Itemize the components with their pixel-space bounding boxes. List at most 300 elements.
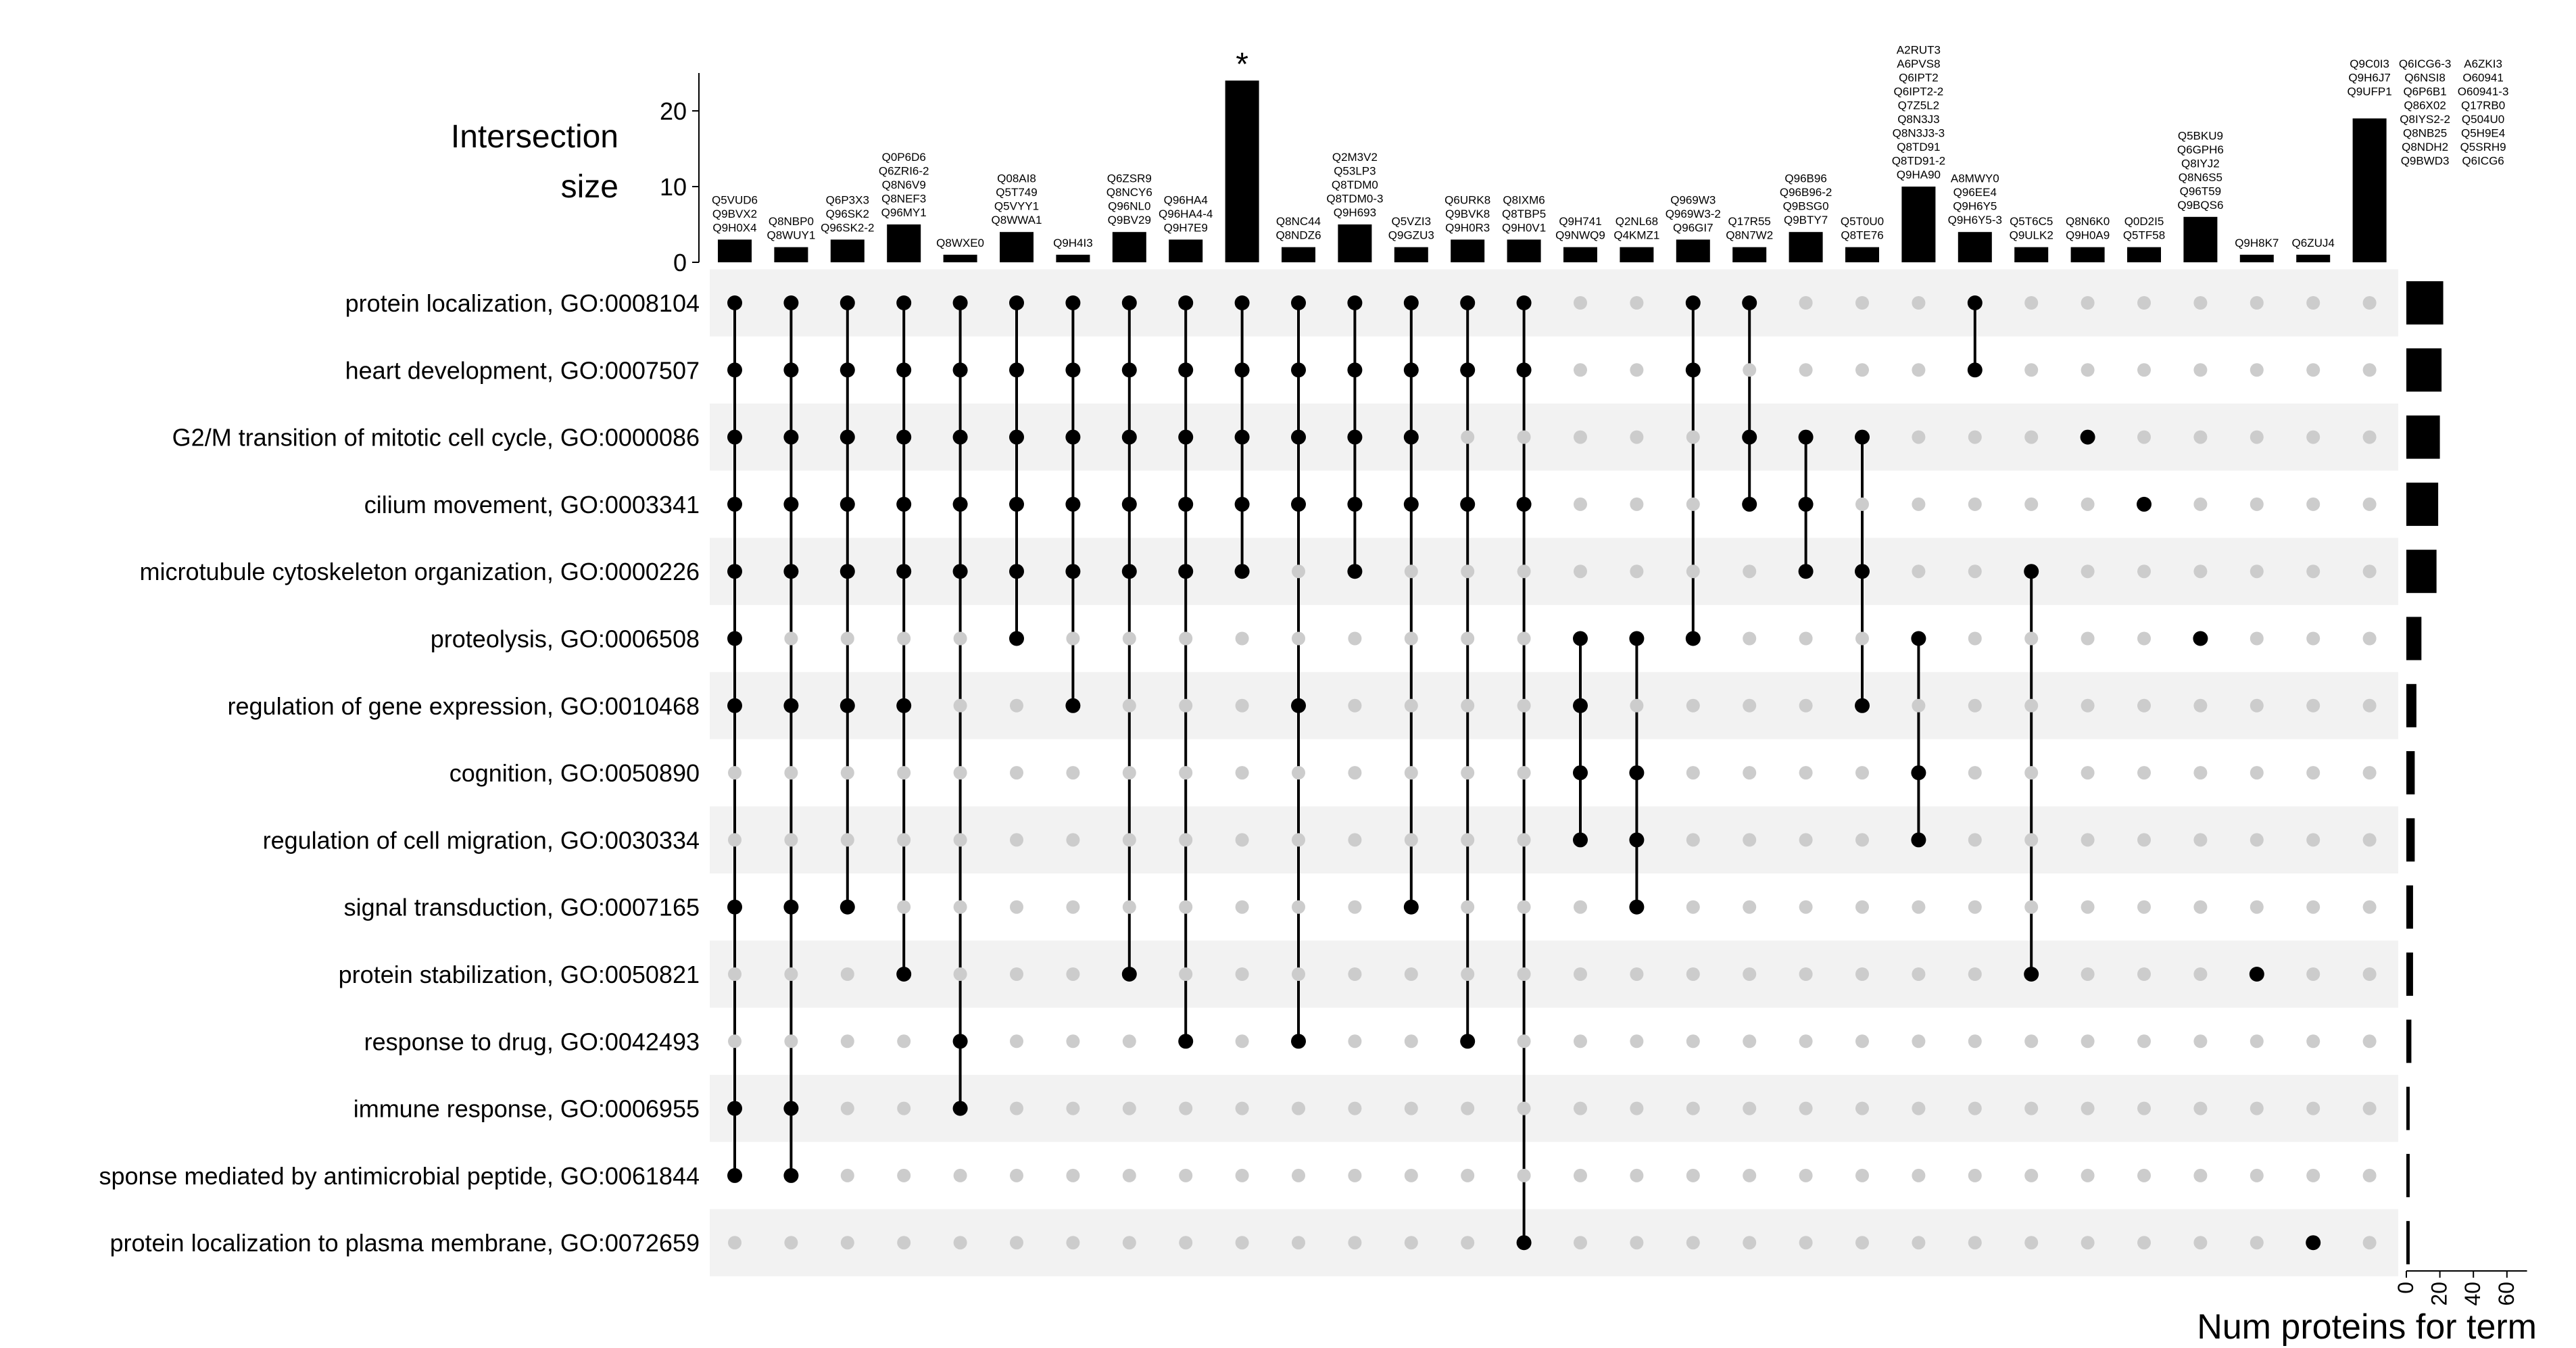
protein-label: Q8NDZ6	[1275, 228, 1321, 242]
matrix-dot-inactive	[2250, 1034, 2264, 1048]
matrix-dot-inactive	[728, 967, 742, 981]
matrix-dot-active	[1404, 900, 1419, 915]
matrix-dot-inactive	[1799, 833, 1813, 846]
intersection-bar	[2071, 247, 2105, 262]
matrix-dot-inactive	[1461, 431, 1474, 444]
matrix-dot-inactive	[2137, 1102, 2151, 1115]
matrix-dot-inactive	[1574, 1102, 1587, 1115]
matrix-dot-inactive	[2137, 431, 2151, 444]
protein-label: Q96T59	[2179, 185, 2222, 198]
protein-label: Q9H693	[1333, 206, 1377, 219]
matrix-dot-inactive	[1630, 363, 1643, 377]
protein-label: Q6P6B1	[2403, 85, 2447, 98]
matrix-dot-inactive	[2193, 699, 2207, 713]
matrix-dot-inactive	[1855, 632, 1869, 646]
matrix-dot-inactive	[1799, 699, 1813, 713]
term-label: G2/M transition of mitotic cell cycle, GO:0000086	[172, 423, 700, 452]
protein-label: A8MWY0	[1950, 172, 1999, 185]
matrix-dot-inactive	[1968, 564, 1982, 578]
matrix-dot-active	[1009, 362, 1024, 377]
protein-label: Q8IYS2-2	[2400, 113, 2450, 126]
protein-label: Q8TDM0-3	[1326, 192, 1384, 206]
matrix-dot-inactive	[784, 1034, 798, 1048]
intersection-bar	[2296, 255, 2330, 262]
protein-label: Q2NL68	[1615, 215, 1659, 228]
intersection-bar	[2127, 247, 2161, 262]
matrix-dot-inactive	[2363, 363, 2377, 377]
matrix-dot-inactive	[1630, 564, 1643, 578]
matrix-dot-inactive	[1574, 431, 1587, 444]
matrix-dot-inactive	[1010, 833, 1023, 846]
protein-label: Q96B96	[1784, 172, 1827, 185]
matrix-dot-active	[840, 430, 855, 445]
matrix-dot-inactive	[1686, 766, 1700, 779]
matrix-dot-active	[840, 900, 855, 915]
protein-label: Q6URK8	[1444, 193, 1491, 207]
matrix-dot-active	[1178, 1034, 1193, 1049]
matrix-dot-inactive	[1010, 1169, 1023, 1182]
matrix-dot-inactive	[1912, 564, 1925, 578]
protein-label: Q7Z5L2	[1897, 99, 1940, 112]
term-size-bar	[2406, 886, 2413, 929]
protein-label: Q9BV29	[1107, 214, 1151, 227]
matrix-dot-inactive	[841, 967, 854, 981]
term-label: cilium movement, GO:0003341	[364, 490, 700, 519]
matrix-dot-inactive	[2081, 699, 2095, 713]
matrix-dot-inactive	[784, 833, 798, 846]
matrix-dot-active	[1235, 362, 1250, 377]
matrix-dot-active	[1065, 564, 1080, 579]
protein-label: Q0P6D6	[881, 151, 926, 164]
protein-label: Q9H7E9	[1163, 221, 1208, 235]
matrix-dot-inactive	[2250, 900, 2264, 914]
matrix-dot-active	[1404, 430, 1419, 445]
matrix-dot-active	[727, 1101, 742, 1116]
matrix-dot-inactive	[1010, 1236, 1023, 1249]
matrix-dot-inactive	[1799, 766, 1813, 779]
matrix-dot-active	[1178, 362, 1193, 377]
protein-label: Q8WWA1	[991, 214, 1042, 227]
matrix-dot-inactive	[1686, 431, 1700, 444]
matrix-dot-inactive	[1179, 967, 1192, 981]
matrix-dot-inactive	[1066, 833, 1079, 846]
matrix-dot-inactive	[1461, 833, 1474, 846]
intersection-bar	[944, 255, 977, 262]
matrix-dot-active	[783, 698, 798, 713]
matrix-dot-active	[1178, 430, 1193, 445]
matrix-dot-inactive	[1799, 363, 1813, 377]
matrix-dot-inactive	[2081, 363, 2095, 377]
matrix-dot-active	[1517, 295, 1532, 310]
matrix-dot-inactive	[1236, 967, 1249, 981]
matrix-dot-inactive	[2137, 1169, 2151, 1182]
matrix-dot-inactive	[1517, 1102, 1531, 1115]
matrix-dot-inactive	[1066, 900, 1079, 914]
matrix-dot-active	[840, 362, 855, 377]
matrix-dot-inactive	[954, 1169, 967, 1182]
matrix-dot-inactive	[1292, 967, 1305, 981]
protein-label: Q8TD91-2	[1891, 154, 1946, 168]
matrix-dot-active	[1065, 698, 1080, 713]
protein-label: A6ZKI3	[2464, 57, 2502, 70]
matrix-dot-inactive	[1405, 967, 1418, 981]
protein-label: Q6P3X3	[825, 193, 869, 207]
protein-label: Q6IPT2	[1899, 71, 1939, 85]
matrix-dot-active	[1742, 295, 1757, 310]
matrix-dot-inactive	[1855, 1102, 1869, 1115]
intersection-bar	[831, 239, 865, 262]
matrix-dot-active	[1799, 430, 1814, 445]
protein-label: Q8TD91	[1897, 141, 1941, 153]
matrix-dot-inactive	[1405, 1034, 1418, 1048]
protein-label: Q6ICG6	[2462, 154, 2504, 168]
matrix-dot-active	[1291, 1034, 1306, 1049]
x-axis-tick-label: 20	[2427, 1282, 2452, 1306]
matrix-dot-active	[1968, 362, 1983, 377]
protein-label: Q96MY1	[881, 206, 927, 219]
matrix-dot-inactive	[1292, 833, 1305, 846]
matrix-dot-active	[1686, 631, 1701, 646]
matrix-dot-inactive	[2137, 900, 2151, 914]
matrix-dot-active	[1404, 295, 1419, 310]
matrix-dot-inactive	[1799, 1169, 1813, 1182]
matrix-dot-inactive	[2024, 431, 2038, 444]
matrix-dot-inactive	[1123, 1169, 1136, 1182]
matrix-dot-inactive	[1686, 498, 1700, 511]
term-label: protein stabilization, GO:0050821	[338, 961, 700, 988]
matrix-dot-inactive	[2081, 766, 2095, 779]
intersection-bar	[1958, 232, 1992, 262]
term-label: regulation of cell migration, GO:0030334	[262, 826, 700, 854]
matrix-dot-inactive	[1461, 632, 1474, 646]
matrix-dot-inactive	[1968, 1169, 1982, 1182]
matrix-dot-inactive	[1968, 833, 1982, 846]
matrix-dot-active	[1460, 1034, 1475, 1049]
protein-label: Q8N3J3-3	[1892, 126, 1945, 140]
term-size-bar	[2406, 550, 2437, 593]
matrix-dot-active	[1065, 497, 1080, 512]
matrix-dot-inactive	[2306, 296, 2320, 310]
matrix-dot-inactive	[2363, 1236, 2377, 1249]
intersection-size-axis	[451, 73, 699, 276]
matrix-dot-active	[2024, 967, 2039, 982]
matrix-dot-active	[1347, 362, 1362, 377]
matrix-dot-inactive	[1405, 766, 1418, 779]
matrix-dot-inactive	[2250, 766, 2264, 779]
matrix-dot-inactive	[2306, 967, 2320, 981]
y-axis-tick-label: 20	[659, 97, 687, 125]
matrix-dot-active	[2024, 564, 2039, 579]
matrix-dot-inactive	[2250, 498, 2264, 511]
matrix-dot-active	[896, 295, 911, 310]
protein-label: Q8TDM0	[1331, 178, 1378, 191]
matrix-dot-inactive	[1799, 1236, 1813, 1249]
intersection-bar	[1563, 247, 1597, 262]
matrix-dot-inactive	[1066, 1236, 1079, 1249]
matrix-dot-active	[727, 900, 742, 915]
matrix-dot-active	[953, 295, 968, 310]
term-label: proteolysis, GO:0006508	[430, 625, 700, 653]
matrix-dot-inactive	[2250, 632, 2264, 646]
term-label: immune response, GO:0006955	[353, 1094, 700, 1123]
matrix-dot-inactive	[1912, 1236, 1925, 1249]
matrix-dot-inactive	[2081, 1034, 2095, 1048]
matrix-dot-active	[896, 564, 911, 579]
protein-label: Q5VZI3	[1391, 215, 1432, 228]
matrix-dot-inactive	[1517, 564, 1531, 578]
matrix-dot-inactive	[1912, 900, 1925, 914]
matrix-dot-inactive	[2024, 900, 2038, 914]
matrix-dot-inactive	[1517, 699, 1531, 713]
matrix-dot-inactive	[1686, 564, 1700, 578]
protein-label: Q8IXM6	[1503, 193, 1545, 207]
protein-label: Q6ZRI6-2	[878, 164, 929, 178]
matrix-dot-active	[1122, 564, 1137, 579]
protein-label: Q9ULK2	[2009, 228, 2053, 242]
matrix-dot-inactive	[1236, 632, 1249, 646]
matrix-dot-inactive	[1968, 967, 1982, 981]
matrix-dot-inactive	[2137, 363, 2151, 377]
protein-label: Q8NDH2	[2402, 141, 2449, 153]
matrix-dot-inactive	[1010, 699, 1023, 713]
matrix-dot-active	[727, 564, 742, 579]
matrix-dot-inactive	[2137, 766, 2151, 779]
term-size-axis	[2197, 1271, 2537, 1347]
matrix-dot-inactive	[2363, 833, 2377, 846]
matrix-dot-inactive	[1574, 967, 1587, 981]
matrix-dot-inactive	[1912, 498, 1925, 511]
matrix-dot-inactive	[1912, 1169, 1925, 1182]
matrix-dot-inactive	[2024, 363, 2038, 377]
matrix-dot-inactive	[728, 1034, 742, 1048]
matrix-dot-inactive	[1574, 296, 1587, 310]
matrix-dot-inactive	[954, 1236, 967, 1249]
matrix-dot-active	[1460, 362, 1475, 377]
matrix-dot-inactive	[1461, 699, 1474, 713]
matrix-dot-inactive	[2193, 431, 2207, 444]
term-label: regulation of gene expression, GO:0010468	[227, 692, 700, 720]
matrix-dot-inactive	[1743, 833, 1756, 846]
matrix-dot-active	[2081, 430, 2095, 445]
y-axis-tick-label: 10	[659, 173, 687, 201]
matrix-dot-active	[783, 1168, 798, 1183]
matrix-dot-active	[783, 1101, 798, 1116]
matrix-dot-inactive	[1912, 1102, 1925, 1115]
matrix-dot-inactive	[2024, 498, 2038, 511]
matrix-dot-inactive	[1968, 1034, 1982, 1048]
protein-label: Q96B96-2	[1779, 186, 1832, 199]
matrix-dot-inactive	[1517, 632, 1531, 646]
matrix-dot-inactive	[1686, 1169, 1700, 1182]
matrix-dot-inactive	[1743, 632, 1756, 646]
protein-label: Q8NBP0	[768, 215, 814, 228]
matrix-dot-inactive	[1630, 1034, 1643, 1048]
matrix-dot-inactive	[1010, 1102, 1023, 1115]
matrix-dot-inactive	[1574, 1169, 1587, 1182]
matrix-dot-inactive	[728, 1236, 742, 1249]
term-label: microtubule cytoskeleton organization, GO:0000226	[139, 558, 700, 586]
matrix-dot-inactive	[1912, 296, 1925, 310]
matrix-dot-active	[1855, 430, 1870, 445]
matrix-dot-inactive	[1348, 833, 1361, 846]
matrix-dot-active	[783, 497, 798, 512]
matrix-dot-inactive	[897, 1169, 910, 1182]
matrix-dot-inactive	[1461, 1236, 1474, 1249]
matrix-dot-inactive	[1517, 431, 1531, 444]
matrix-dot-inactive	[2193, 766, 2207, 779]
matrix-dot-inactive	[1630, 967, 1643, 981]
matrix-dot-inactive	[1743, 967, 1756, 981]
matrix-dot-inactive	[1010, 900, 1023, 914]
matrix-dot-inactive	[1292, 1102, 1305, 1115]
matrix-dot-inactive	[2250, 431, 2264, 444]
term-size-bar	[2406, 1221, 2410, 1264]
matrix-dot-active	[783, 295, 798, 310]
matrix-dot-inactive	[2306, 833, 2320, 846]
intersection-bar	[2353, 118, 2387, 262]
matrix-dot-inactive	[1574, 1034, 1587, 1048]
protein-label: Q6GPH6	[2177, 143, 2224, 156]
matrix-dot-inactive	[1686, 1102, 1700, 1115]
protein-label: Q9H6J7	[2348, 71, 2391, 85]
matrix-dot-active	[2193, 631, 2208, 646]
matrix-dot-inactive	[897, 900, 910, 914]
matrix-dot-inactive	[1179, 1169, 1192, 1182]
intersection-bar	[1225, 80, 1259, 262]
matrix-dot-inactive	[2306, 1102, 2320, 1115]
matrix-dot-inactive	[1348, 1236, 1361, 1249]
matrix-dot-active	[727, 497, 742, 512]
matrix-dot-inactive	[1912, 699, 1925, 713]
matrix-dot-inactive	[2024, 296, 2038, 310]
matrix-dot-inactive	[1968, 632, 1982, 646]
matrix-dot-inactive	[2193, 900, 2207, 914]
matrix-dot-inactive	[1348, 766, 1361, 779]
matrix-dot-active	[953, 1034, 968, 1049]
matrix-dot-inactive	[841, 833, 854, 846]
protein-label: Q2M3V2	[1332, 151, 1378, 164]
matrix-dot-active	[840, 497, 855, 512]
matrix-dot-inactive	[1292, 1169, 1305, 1182]
intersection-bar	[774, 247, 808, 262]
matrix-dot-inactive	[2024, 1169, 2038, 1182]
matrix-dot-inactive	[841, 1102, 854, 1115]
matrix-dot-active	[953, 564, 968, 579]
protein-label: Q9UFP1	[2347, 85, 2392, 98]
intersection-bar	[1620, 247, 1653, 262]
matrix-dot-active	[840, 564, 855, 579]
matrix-dot-inactive	[1630, 699, 1643, 713]
protein-label: Q4KMZ1	[1613, 228, 1660, 242]
matrix-dot-inactive	[2081, 296, 2095, 310]
matrix-dot-inactive	[1405, 1102, 1418, 1115]
intersection-bar	[2183, 217, 2217, 262]
protein-label: Q86X02	[2404, 99, 2446, 112]
matrix-dot-active	[1855, 564, 1870, 579]
matrix-dot-active	[1235, 564, 1250, 579]
matrix-dot-inactive	[2363, 699, 2377, 713]
term-size-bar	[2406, 1019, 2411, 1063]
matrix-dot-inactive	[2250, 296, 2264, 310]
matrix-dot-inactive	[1123, 833, 1136, 846]
matrix-dot-inactive	[2193, 967, 2207, 981]
intersection-bar	[2014, 247, 2048, 262]
protein-label: Q9H0X4	[712, 221, 757, 235]
intersection-bar	[1282, 247, 1315, 262]
matrix-dot-inactive	[1123, 1102, 1136, 1115]
matrix-dot-active	[2250, 967, 2264, 982]
matrix-dot-active	[1686, 295, 1701, 310]
matrix-dot-inactive	[2250, 699, 2264, 713]
matrix-dot-inactive	[1066, 632, 1079, 646]
matrix-dot-active	[1009, 295, 1024, 310]
term-label: heart development, GO:0007507	[345, 356, 700, 385]
matrix-dot-inactive	[2137, 699, 2151, 713]
matrix-dot-inactive	[1743, 1102, 1756, 1115]
protein-label: Q17RB0	[2460, 99, 2506, 112]
matrix-dot-active	[1065, 430, 1080, 445]
matrix-dot-inactive	[2250, 363, 2264, 377]
protein-label: Q9BVX2	[712, 207, 758, 220]
matrix-dot-inactive	[1236, 1236, 1249, 1249]
matrix-dot-inactive	[1630, 431, 1643, 444]
protein-label: Q6ICG6-3	[2398, 57, 2452, 70]
protein-label: Q5H9E4	[2460, 126, 2506, 140]
matrix-dot-inactive	[2024, 766, 2038, 779]
matrix-dot-inactive	[1179, 900, 1192, 914]
protein-label: A2RUT3	[1896, 43, 1941, 57]
matrix-dot-active	[1347, 430, 1362, 445]
protein-label: Q8N6V9	[881, 178, 926, 191]
protein-label: Q969W3-2	[1665, 207, 1721, 220]
protein-label: Q504U0	[2461, 113, 2505, 126]
matrix-dot-inactive	[1123, 699, 1136, 713]
matrix-dot-active	[1742, 430, 1757, 445]
protein-label: Q9BSG0	[1782, 199, 1829, 213]
protein-label: Q0D2I5	[2124, 215, 2164, 228]
matrix-dot-inactive	[2137, 564, 2151, 578]
matrix-dot-active	[783, 362, 798, 377]
protein-label: Q8NEF3	[881, 192, 927, 206]
protein-label: O60941	[2462, 71, 2504, 85]
matrix-dot-inactive	[954, 900, 967, 914]
protein-label: Q5T0U0	[1840, 215, 1885, 228]
matrix-dot-active	[1799, 497, 1814, 512]
protein-label: Q8NB25	[2402, 126, 2448, 140]
matrix-dot-active	[1347, 564, 1362, 579]
matrix-dot-inactive	[2363, 900, 2377, 914]
matrix-dot-active	[1404, 362, 1419, 377]
matrix-dot-inactive	[1461, 1169, 1474, 1182]
matrix-dot-inactive	[2137, 632, 2151, 646]
matrix-dot-active	[953, 362, 968, 377]
matrix-dot-active	[783, 430, 798, 445]
matrix-dot-inactive	[2193, 564, 2207, 578]
matrix-dot-inactive	[1912, 1034, 1925, 1048]
intersection-bar	[1845, 247, 1879, 262]
matrix-dot-inactive	[1799, 1034, 1813, 1048]
matrix-dot-inactive	[2081, 632, 2095, 646]
matrix-dot-inactive	[1574, 363, 1587, 377]
matrix-dot-active	[1291, 698, 1306, 713]
matrix-dot-active	[1517, 497, 1532, 512]
protein-label: Q6ZSR9	[1107, 172, 1152, 185]
matrix-dot-inactive	[2024, 833, 2038, 846]
term-label: signal transduction, GO:0007165	[343, 893, 700, 921]
matrix-dot-inactive	[1236, 833, 1249, 846]
matrix-dot-inactive	[2081, 564, 2095, 578]
matrix-dot-inactive	[1236, 900, 1249, 914]
